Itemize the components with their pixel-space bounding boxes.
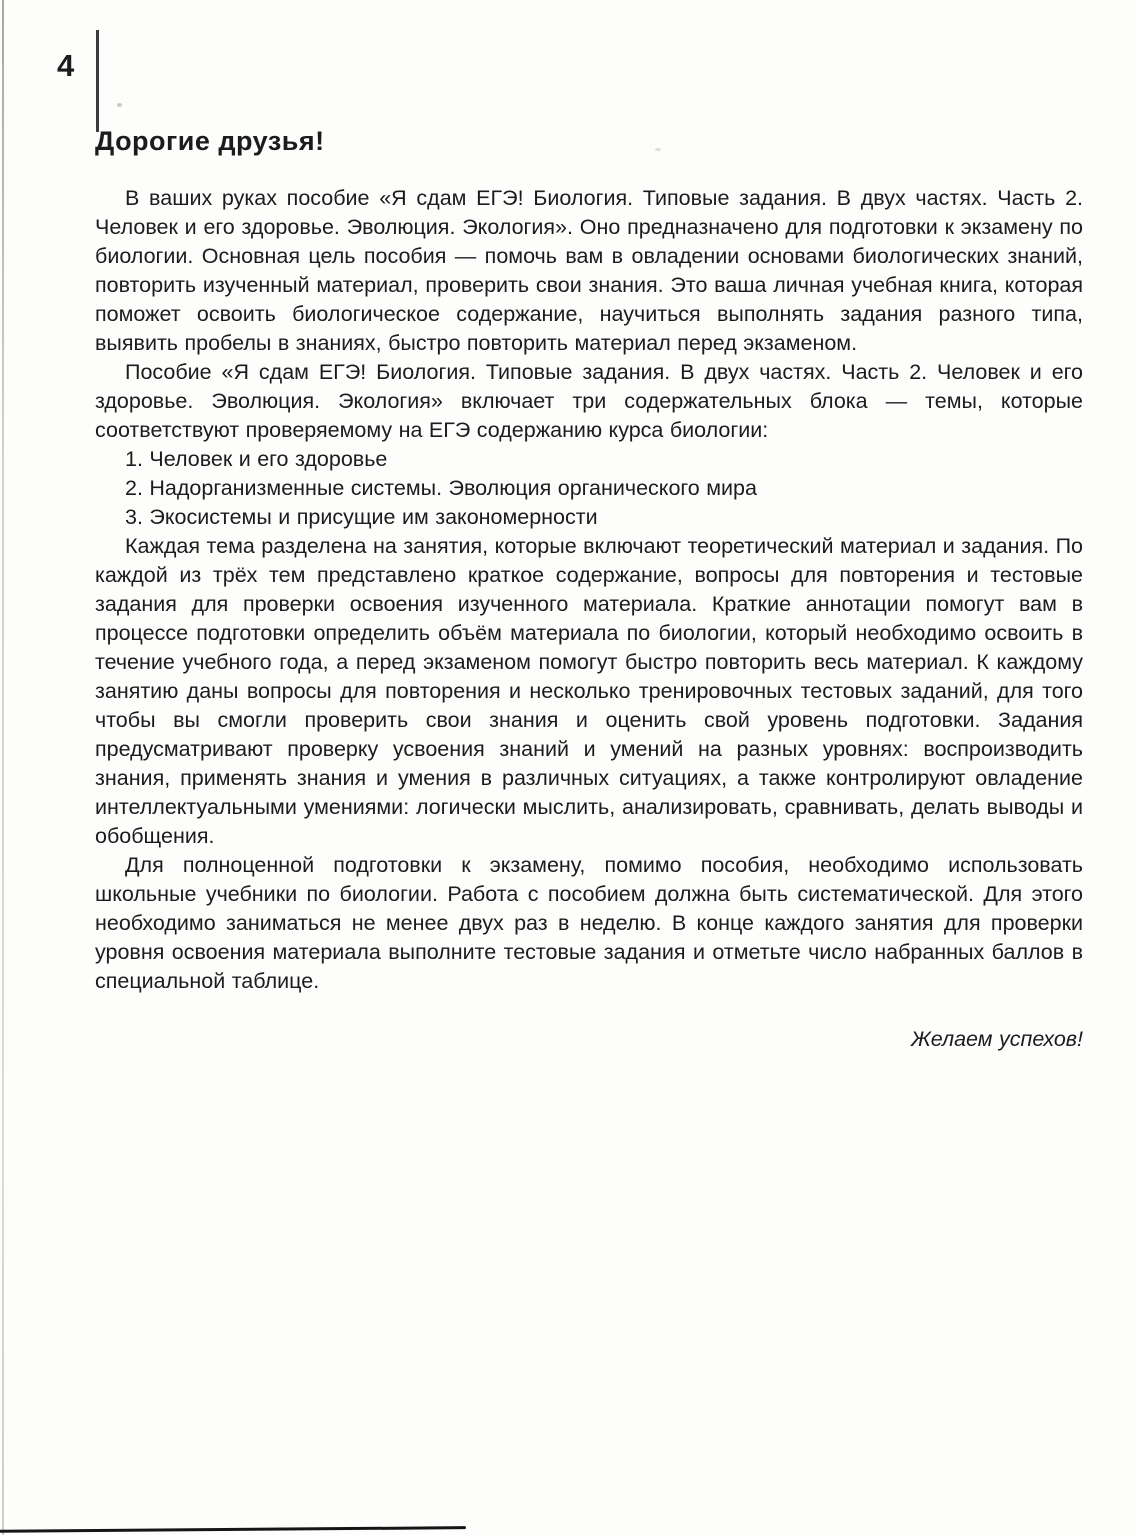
header-rule bbox=[96, 30, 99, 132]
scan-edge-left bbox=[2, 0, 4, 1535]
closing-line: Желаем успехов! bbox=[911, 1027, 1083, 1051]
paragraph-blocks: Пособие «Я сдам ЕГЭ! Биология. Типовые задания. В двух частях. Часть 2. Человек и его здоровье. Эволюция. Экология» включает три содержательных блока — темы, которые соответствуют проверяемому на ЕГЭ содержанию курса биологии: bbox=[95, 360, 1083, 442]
scan-speck bbox=[117, 103, 122, 107]
paragraph-advice: Для полноценной подготовки к экзамену, помимо пособия, необходимо использовать школьные учебники по биологии. Работа с пособием должна быть систематической. Для этого необходимо заниматься не менее двух раз в неделю. В конце каждого занятия для проверки уровня освоения материала выполните тестовые задания и отметьте число набранных баллов в специальной таблице. bbox=[95, 853, 1083, 993]
list-item-3: 3. Экосистемы и присущие им закономерности bbox=[125, 505, 598, 529]
scan-speck bbox=[655, 148, 661, 151]
list-item-2: 2. Надорганизменные системы. Эволюция органического мира bbox=[125, 476, 757, 500]
body-text bbox=[95, 184, 1083, 1054]
list-item-1: 1. Человек и его здоровье bbox=[125, 447, 388, 471]
page-title: Дорогие друзья! bbox=[95, 126, 325, 156]
page-number: 4 bbox=[57, 48, 74, 83]
scan-edge-bottom bbox=[0, 1526, 466, 1533]
paragraph-intro: В ваших руках пособие «Я сдам ЕГЭ! Биология. Типовые задания. В двух частях. Часть 2. Человек и его здоровье. Эволюция. Экология». Оно предназначено для подготовки к экзамену по биологии. Основная цель пособия — помочь вам в овладении основами биологических знаний, повторить изученный материал, проверить свои знания. Это ваша личная учебная книга, которая поможет освоить биологическое содержание, научиться выполнять задания разного типа, выявить пробелы в знаниях, быстро повторить материал перед экзаменом. bbox=[95, 186, 1083, 355]
paragraph-structure: Каждая тема разделена на занятия, которые включают теоретический материал и задания. По каждой из трёх тем представлено краткое содержание, вопросы для повторения и тестовые задания для проверки освоения изученного материала. Краткие аннотации помогут вам в процессе подготовки определить объём материала по биологии, который необходимо освоить в течение учебного года, а перед экзаменом помогут быстро повторить весь материал. К каждому занятию даны вопросы для повторения и несколько тренировочных тестовых заданий, для того чтобы вы смогли проверить свои знания и оценить свой уровень подготовки. Задания предусматривают проверку усвоения знаний и умений на разных уровнях: воспроизводить знания, применять знания и умения в различных ситуациях, а также контролируют овладение интеллектуальными умениями: логически мыслить, анализировать, сравнивать, делать выводы и обобщения. bbox=[95, 534, 1083, 848]
